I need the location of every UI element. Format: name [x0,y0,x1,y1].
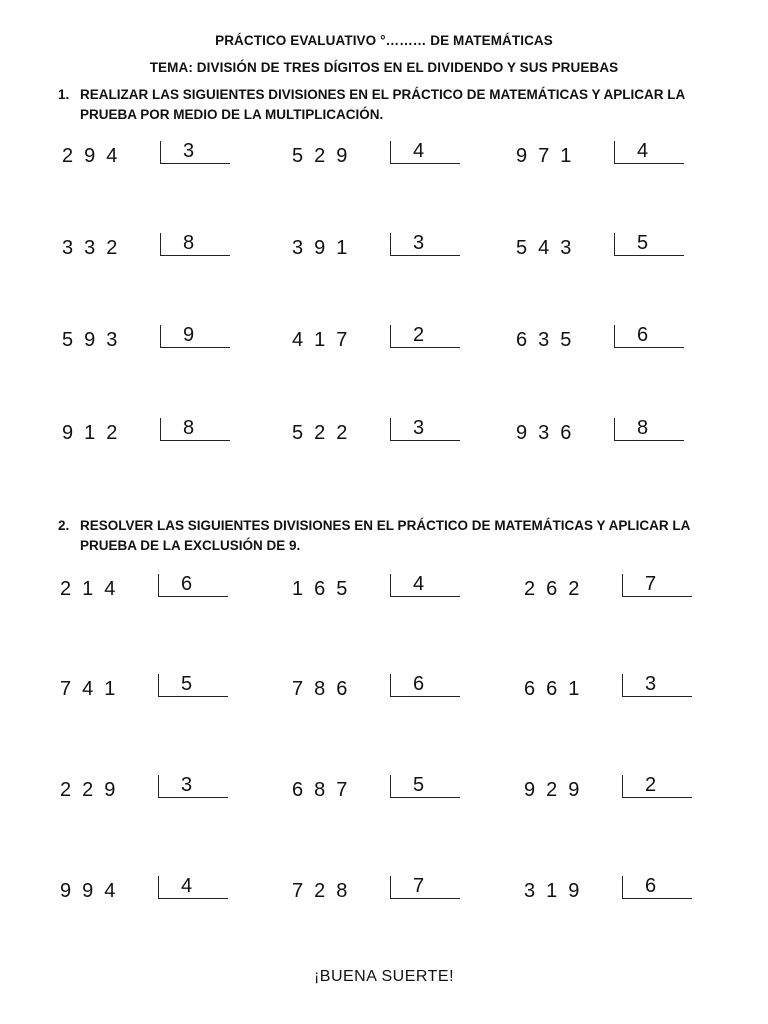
worksheet-title: PRÁCTICO EVALUATIVO °……… DE MATEMÁTICAS [215,33,553,48]
division-problem [292,571,467,603]
divisor: 3 [413,417,425,439]
division-bracket [390,233,460,256]
divisor: 8 [637,417,649,439]
division-bracket [160,325,230,348]
division-problem [516,415,691,447]
division-bracket [390,876,460,899]
division-problem [516,138,691,170]
division-problem [524,873,699,905]
divisor: 3 [413,232,425,254]
divisor: 4 [181,875,193,897]
dividend: 741 [60,678,127,700]
divisor: 5 [181,673,193,695]
division-bracket [158,876,228,899]
division-bracket [160,233,230,256]
dividend: 929 [524,779,591,801]
divisor: 3 [645,673,657,695]
dividend: 229 [60,779,127,801]
division-bracket [158,674,228,697]
divisor: 9 [183,324,195,346]
division-bracket [390,674,460,697]
dividend: 728 [292,880,359,902]
divisor: 6 [413,673,425,695]
division-bracket [390,418,460,441]
dividend: 971 [516,145,583,167]
division-bracket [390,325,460,348]
dividend: 635 [516,329,583,351]
section-2-instruction [58,516,738,556]
dividend: 417 [292,329,359,351]
division-bracket [158,775,228,798]
divisor: 7 [645,573,657,595]
division-problem [62,322,237,354]
division-problem [524,772,699,804]
division-problem [292,230,467,262]
division-problem [292,671,467,703]
divisor: 8 [183,232,195,254]
division-bracket [390,574,460,597]
dividend: 165 [292,578,359,600]
divisor: 4 [413,140,425,162]
divisor: 4 [637,140,649,162]
division-bracket [622,574,692,597]
dividend: 786 [292,678,359,700]
dividend: 912 [62,422,129,444]
dividend: 661 [524,678,591,700]
divisor: 2 [645,774,657,796]
dividend: 332 [62,237,129,259]
division-problem [62,415,237,447]
divisor: 6 [181,573,193,595]
division-problem [292,772,467,804]
dividend: 214 [60,578,127,600]
division-bracket [160,141,230,164]
worksheet-topic: TEMA: DIVISIÓN DE TRES DÍGITOS EN EL DIVIDENDO Y SUS PRUEBAS [149,60,619,75]
section-2-number: 2. [58,518,70,533]
divisor: 5 [637,232,649,254]
division-problem [292,138,467,170]
dividend: 319 [524,880,591,902]
division-bracket [390,775,460,798]
section-1-text: REALIZAR LAS SIGUIENTES DIVISIONES EN EL PRÁCTICO DE MATEMÁTICAS Y APLICAR LA PRUEBA POR MEDIO DE LA MULTIPLICACIÓN. [80,87,685,122]
section-2-text: RESOLVER LAS SIGUIENTES DIVISIONES EN EL PRÁCTICO DE MATEMÁTICAS Y APLICAR LA PRUEBA DE LA EXCLUSIÓN DE 9. [80,518,690,553]
divisor: 6 [637,324,649,346]
dividend: 294 [62,145,129,167]
division-bracket [622,674,692,697]
divisor: 2 [413,324,425,346]
division-bracket [614,325,684,348]
dividend: 543 [516,237,583,259]
section-1-instruction [58,85,738,125]
divisor: 8 [183,417,195,439]
division-problem [60,571,235,603]
dividend: 522 [292,422,359,444]
division-problem [524,571,699,603]
divisor: 6 [645,875,657,897]
divisor: 7 [413,875,425,897]
division-problem [60,772,235,804]
division-bracket [390,141,460,164]
division-problem [62,230,237,262]
closing-message: ¡BUENA SUERTE! [313,968,455,985]
division-bracket [614,233,684,256]
dividend: 262 [524,578,591,600]
division-bracket [158,574,228,597]
divisor: 5 [413,774,425,796]
dividend: 529 [292,145,359,167]
dividend: 994 [60,880,127,902]
dividend: 391 [292,237,359,259]
division-problem [524,671,699,703]
section-1-number: 1. [58,87,70,102]
division-bracket [622,876,692,899]
division-bracket [614,418,684,441]
divisor: 3 [181,774,193,796]
division-bracket [614,141,684,164]
division-problem [62,138,237,170]
dividend: 936 [516,422,583,444]
division-problem [292,873,467,905]
division-problem [60,873,235,905]
division-bracket [160,418,230,441]
divisor: 4 [413,573,425,595]
division-problem [516,322,691,354]
division-problem [516,230,691,262]
division-problem [292,415,467,447]
divisor: 3 [183,140,195,162]
division-problem [60,671,235,703]
dividend: 687 [292,779,359,801]
dividend: 593 [62,329,129,351]
division-bracket [622,775,692,798]
division-problem [292,322,467,354]
